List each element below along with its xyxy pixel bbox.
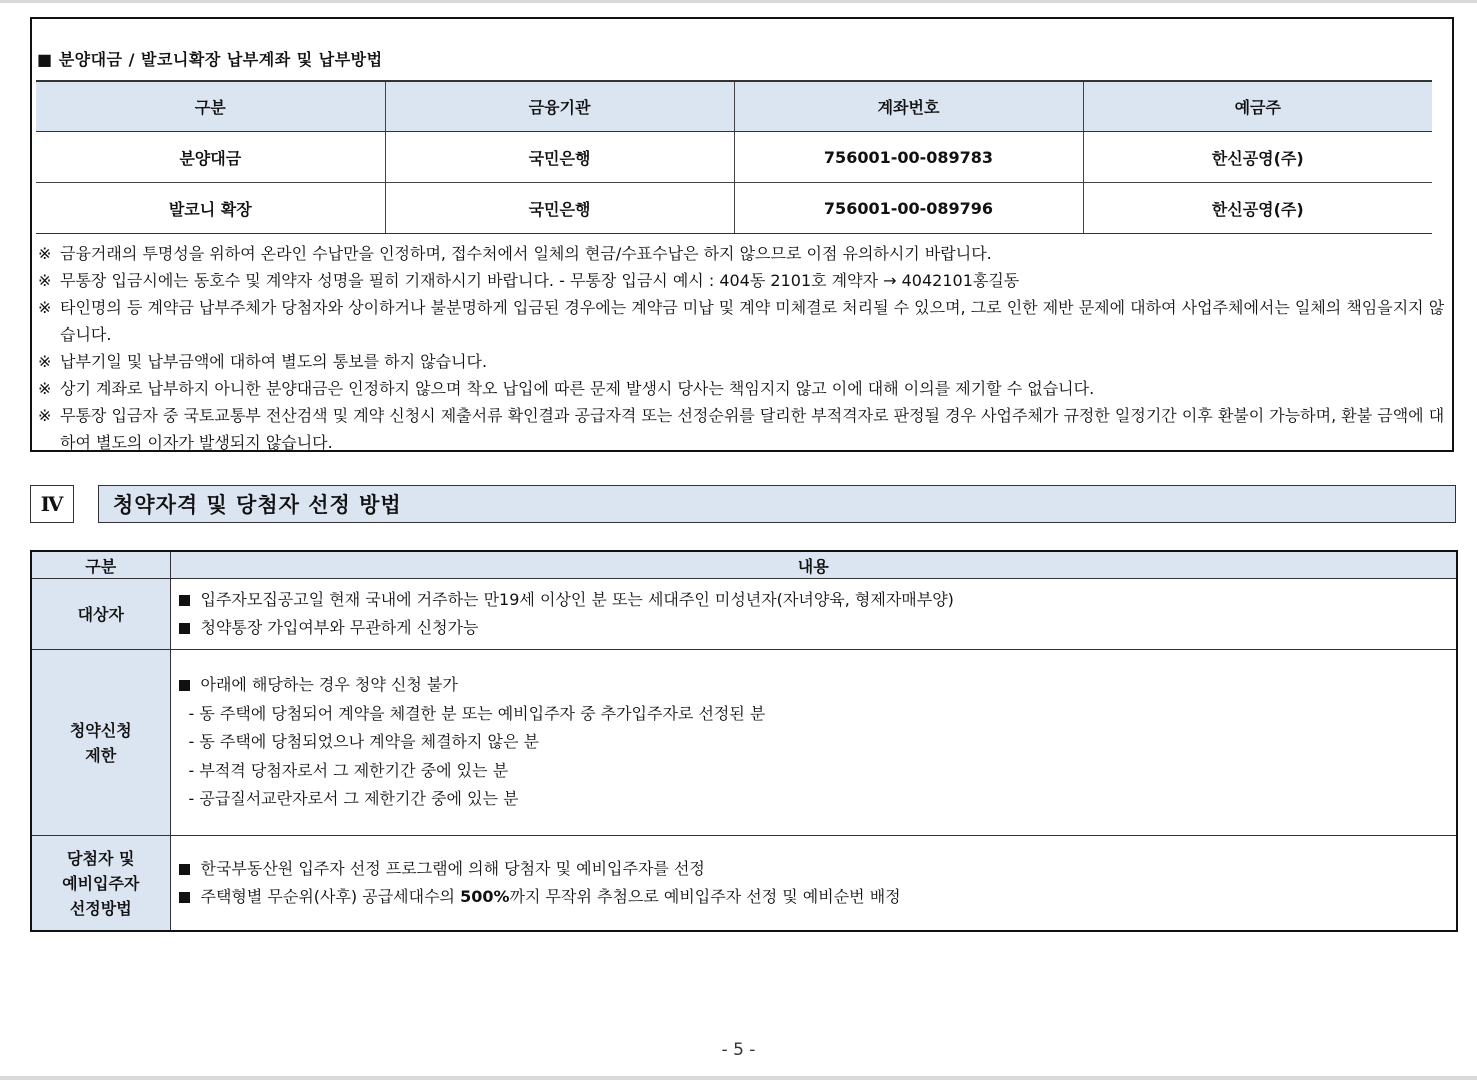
note-mark: ※ [38, 379, 52, 398]
selection-label-line: 선정방법 [69, 898, 132, 918]
note-item [38, 240, 1450, 267]
target-label: 대상자 [32, 579, 170, 650]
account-holder-cell: 한신공영(주) [1083, 132, 1432, 183]
note-text: 납부기일 및 납부금액에 대하여 별도의 통보를 하지 않습니다. [60, 352, 488, 371]
selection-item-text: 한국부동산원 입주자 선정 프로그램에 의해 당첨자 및 예비입주자를 선정 [200, 858, 705, 878]
qualification-box [30, 550, 1458, 932]
sub-item: - 동 주택에 당첨되었으나 계약을 체결하지 않은 분 [188, 732, 539, 752]
note-text: 타인명의 등 계약금 납부주체가 당첨자와 상이하거나 불분명하게 입금된 경우에는 계약금 미납 및 계약 미체결로 처리될 수 있으며, 그로 인한 제반 문제에 대하여 사업주체에서는 일체의 책임을지지 않습니다. [60, 298, 1445, 344]
page-top-edge [0, 0, 1477, 3]
account-number-cell: 756001-00-089796 [734, 183, 1083, 234]
restriction-lead-text: 아래에 해당하는 경우 청약 신청 불가 [200, 675, 458, 695]
square-bullet-icon [179, 623, 190, 634]
selection-label-line: 예비입주자 [62, 873, 140, 893]
restriction-label [32, 650, 170, 836]
list-item [179, 671, 1457, 700]
note-item [38, 348, 1450, 375]
column-header-account-number: 계좌번호 [734, 81, 1083, 132]
section-title: 청약자격 및 당첨자 선정 방법 [98, 485, 1456, 523]
sub-item: - 부적격 당첨자로서 그 제한기간 중에 있는 분 [188, 760, 509, 780]
table-row [36, 132, 1432, 183]
list-item [179, 883, 1457, 912]
column-header-account-holder: 예금주 [1083, 81, 1432, 132]
page-bottom-edge [0, 1076, 1477, 1080]
target-content [170, 579, 1456, 650]
column-header-content: 내용 [170, 552, 1456, 579]
payment-account-table [36, 80, 1432, 234]
table-header-row [32, 552, 1456, 579]
note-text: 무통장 입금자 중 국토교통부 전산검색 및 계약 신청시 제출서류 확인결과 공급자격 또는 선정순위를 달리한 부적격자로 판정될 경우 사업주체가 규정한 일정기간 이후 환불이 가능하며, 환불 금액에 대하여 별도의 이자가 발생되지 않습니다. [60, 406, 1445, 452]
table-header-row [36, 81, 1432, 132]
selection-item-text: 까지 무작위 추첨으로 예비입주자 선정 및 예비순번 배정 [509, 887, 901, 906]
selection-item-text: 주택형별 무순위(사후) 공급세대수의 [200, 887, 461, 906]
note-text: 무통장 입금시에는 동호수 및 계약자 성명을 필히 기재하시기 바랍니다. - 무통장 입금시 예시 : 404동 2101호 계약자 → 4042101홍길동 [60, 271, 1020, 290]
section-number: Ⅳ [30, 485, 74, 523]
square-bullet-icon [179, 864, 190, 875]
page-number: - 5 - [721, 1040, 756, 1060]
note-mark: ※ [38, 271, 52, 290]
sub-item: - 공급질서교란자로서 그 제한기간 중에 있는 분 [188, 789, 519, 809]
bank-cell: 국민은행 [385, 183, 734, 234]
note-text: 상기 계좌로 납부하지 아니한 분양대금은 인정하지 않으며 착오 납입에 따른 문제 발생시 당사는 책임지지 않고 이에 대해 이의를 제기할 수 없습니다. [60, 379, 1095, 398]
payment-notes [38, 240, 1450, 456]
payment-account-box [30, 17, 1454, 452]
sub-item: - 동 주택에 당첨되어 계약을 체결한 분 또는 예비입주자 중 추가입주자로 선정된 분 [188, 703, 766, 723]
column-header-category: 구분 [32, 552, 170, 579]
qualification-table [32, 552, 1456, 930]
category-cell: 분양대금 [36, 132, 385, 183]
category-cell: 발코니 확장 [36, 183, 385, 234]
list-item [179, 614, 1457, 643]
account-number-cell: 756001-00-089783 [734, 132, 1083, 183]
bank-cell: 국민은행 [385, 132, 734, 183]
note-item [38, 294, 1450, 348]
restriction-label-line: 제한 [85, 745, 117, 765]
note-mark: ※ [38, 244, 52, 263]
note-item [38, 402, 1450, 456]
selection-row [32, 836, 1456, 931]
restriction-content [170, 650, 1456, 836]
note-mark: ※ [38, 352, 52, 371]
square-bullet-icon [179, 595, 190, 606]
target-row [32, 579, 1456, 650]
selection-item-emphasis: 500% [460, 887, 510, 906]
target-item-text: 입주자모집공고일 현재 국내에 거주하는 만19세 이상인 분 또는 세대주인 미성년자(자녀양육, 형제자매부양) [200, 589, 954, 609]
note-mark: ※ [38, 298, 52, 317]
payment-heading: ■ 분양대금 / 발코니확장 납부계좌 및 납부방법 [37, 50, 383, 69]
square-bullet-icon [179, 892, 190, 903]
note-item [38, 267, 1450, 294]
column-header-category: 구분 [36, 81, 385, 132]
table-row [36, 183, 1432, 234]
list-item [179, 855, 1457, 884]
selection-label-line: 당첨자 및 [67, 848, 135, 868]
list-item [179, 586, 1457, 615]
note-item [38, 375, 1450, 402]
target-item-text: 청약통장 가입여부와 무관하게 신청가능 [200, 618, 479, 637]
selection-label [32, 836, 170, 931]
column-header-bank: 금융기관 [385, 81, 734, 132]
restriction-label-line: 청약신청 [69, 720, 132, 740]
note-text: 금융거래의 투명성을 위하여 온라인 수납만을 인정하며, 접수처에서 일체의 현금/수표수납은 하지 않으므로 이점 유의하시기 바랍니다. [60, 244, 992, 263]
square-bullet-icon [179, 680, 190, 691]
selection-content [170, 836, 1456, 931]
note-mark: ※ [38, 406, 52, 425]
restriction-row [32, 650, 1456, 836]
account-holder-cell: 한신공영(주) [1083, 183, 1432, 234]
